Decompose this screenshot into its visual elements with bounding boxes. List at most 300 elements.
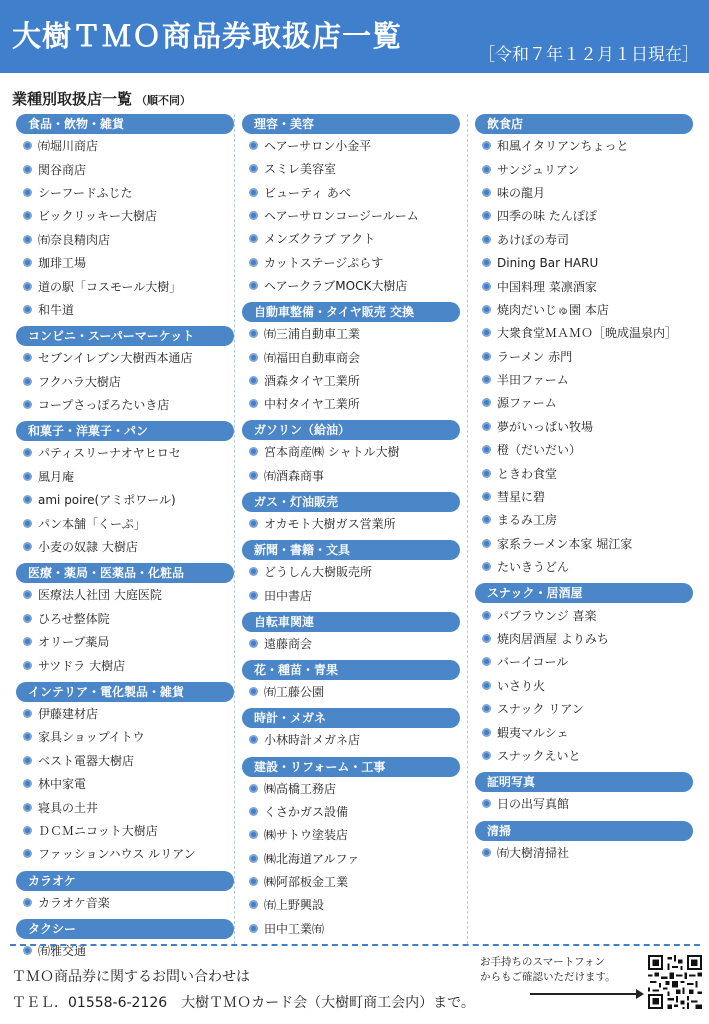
category-section [16,871,234,914]
list-item [475,603,693,626]
bullet-icon [482,469,491,478]
category-label: 自転車関連 [242,612,460,632]
list-item [475,438,693,461]
store-name: 医療法人社団 大庭医院 [38,588,162,603]
list-item [242,157,460,180]
bullet-icon [482,611,491,620]
store-name: 家具ショップイトウ [38,730,145,745]
list-item [242,345,460,368]
bullet-icon [249,924,258,933]
category-section [242,540,460,607]
list-item [475,508,693,531]
list-item [475,674,693,697]
store-name: ときわ食堂 [497,466,558,481]
category-section [16,563,234,677]
list-item [242,227,460,250]
list-item [475,461,693,484]
column-1 [16,114,234,967]
list-item [16,393,234,416]
list-item [16,535,234,558]
bullet-icon [249,353,258,362]
store-name: ㈲上野興設 [264,898,325,913]
bullet-icon [249,258,258,267]
store-list [242,322,460,415]
store-name: スミレ美容室 [264,162,337,177]
bullet-icon [23,472,32,481]
list-item [16,157,234,180]
bullet-icon [482,165,491,174]
list-item [16,228,234,251]
bullet-icon [23,235,32,244]
category-label: インテリア・電化製品・雑貨 [16,682,234,702]
list-item [16,939,234,962]
bullet-icon [482,704,491,713]
store-name: 道の駅「コスモール大樹」 [38,279,182,294]
store-name: パン本舗「くーぷ」 [38,516,146,531]
bullet-icon [23,709,32,718]
list-item [475,251,693,274]
page-title: 大樹ＴＭＯ商品券取扱店一覧 [12,19,403,53]
bullet-icon [249,784,258,793]
page-header [0,0,709,73]
list-item [475,485,693,508]
list-item [16,772,234,795]
store-name: 風月庵 [38,469,75,484]
list-item [16,891,234,914]
list-item [16,749,234,772]
store-name: パブラウンジ 喜楽 [497,608,597,623]
category-section [242,420,460,487]
category-label: ガス・灯油販売 [242,492,460,512]
bullet-icon [482,375,491,384]
bullet-icon [482,445,491,454]
bullet-icon [249,329,258,338]
bullet-icon [23,732,32,741]
store-name: あけぼの寿司 [497,232,570,247]
list-item [16,653,234,676]
list-item [475,697,693,720]
store-name: たいきうどん [497,560,570,575]
list-item [242,560,460,583]
store-list [242,440,460,487]
bullet-icon [23,353,32,362]
store-name: 林中家電 [38,777,87,792]
bullet-icon [249,447,258,456]
list-item [16,204,234,227]
category-section [475,114,693,578]
list-item [475,157,693,180]
list-item [242,847,460,870]
store-name: サツドラ 大樹店 [38,658,126,673]
arrow-right-icon [530,993,642,995]
list-item [242,893,460,916]
store-name: ㈲堀川商店 [38,139,99,154]
list-item [16,725,234,748]
category-section [16,326,234,416]
category-label: スナック・居酒屋 [475,583,693,603]
store-name: 田中工業㈲ [264,921,325,936]
list-item [242,369,460,392]
category-label: ガソリン（給油） [242,420,460,440]
store-name: 遠藤商会 [264,636,313,651]
store-name: スナックえいと [497,748,581,763]
category-section [242,492,460,535]
store-list [475,792,693,815]
category-section [16,682,234,866]
bullet-icon [23,400,32,409]
store-list [16,939,234,962]
list-item [475,720,693,743]
list-item [242,134,460,157]
bullet-icon [249,164,258,173]
bullet-icon [482,539,491,548]
list-item [16,702,234,725]
store-name: 大衆食堂ＭＡＭＯ［晩成温泉内］ [497,326,678,341]
column-2 [242,114,460,945]
store-name: オカモト大樹ガス営業所 [264,517,396,531]
list-item [475,391,693,414]
bullet-icon [249,141,258,150]
bullet-icon [249,639,258,648]
bullet-icon [482,282,491,291]
bullet-icon [23,826,32,835]
category-label: 自動車整備・タイヤ販売 交換 [242,302,460,322]
list-item [16,181,234,204]
store-name: ラーメン 赤門 [497,349,573,364]
list-item [16,630,234,653]
bullet-icon [23,448,32,457]
store-name: ヘアーサロンコージールーム [264,209,419,224]
store-name: ビックリッキー大樹店 [38,209,158,224]
list-item [242,800,460,823]
store-list [242,680,460,703]
list-item [242,916,460,939]
store-name: ひろせ整体院 [38,611,110,626]
store-list [475,134,693,578]
bullet-icon [23,779,32,788]
list-item [475,274,693,297]
store-name: ㈲三浦自動車工業 [264,327,361,342]
bullet-icon [482,634,491,643]
bullet-icon [482,141,491,150]
store-list [16,441,234,558]
bullet-icon [249,399,258,408]
smartphone-note [480,955,616,985]
bullet-icon [23,282,32,291]
store-name: ベスト電器大樹店 [38,753,135,768]
store-name: 半田ファーム [497,373,569,388]
store-name: シーフードふじた [38,185,133,200]
store-name: ㈲福田自動車商会 [264,350,361,365]
list-item [242,204,460,227]
bullet-icon [249,900,258,909]
section-heading [12,88,191,109]
store-name: パティスリーナオヤヒロセ [38,446,181,461]
store-name: 味の龍月 [497,185,546,200]
list-item [16,274,234,297]
list-item [16,511,234,534]
category-section [242,708,460,751]
store-name: スナック リアン [497,702,584,717]
list-item [242,728,460,751]
bullet-icon [249,188,258,197]
bullet-icon [482,258,491,267]
store-name: 蝦夷マルシェ [497,725,569,740]
list-item [475,627,693,650]
store-name: ㈲雅交通 [38,944,87,959]
store-name: セブンイレブン大樹西本通店 [38,351,193,366]
store-name: ビューティ あべ [264,185,351,200]
category-section [242,302,460,415]
store-name: 焼肉だいじゅ園 本店 [497,302,609,317]
store-name: カットステージぷらす [264,255,384,270]
list-item [16,488,234,511]
category-section [242,612,460,655]
bullet-icon [482,328,491,337]
bullet-icon [249,471,258,480]
store-name: ㈱高橋工務店 [264,781,337,796]
store-name: ㈲工藤公園 [264,685,325,700]
bullet-icon [249,281,258,290]
list-item [16,370,234,393]
store-name: Dining Bar HARU [497,255,599,270]
list-item [242,440,460,463]
list-item [242,680,460,703]
store-name: カラオケ音楽 [38,895,110,910]
bullet-icon [482,305,491,314]
store-name: 源ファーム [497,396,557,411]
bullet-icon [482,799,491,808]
order-note: （順不同） [136,94,192,107]
category-section [16,919,234,962]
store-name: 和風イタリアンちょっと [497,139,629,154]
store-name: 伊藤建材店 [38,707,99,721]
list-item [475,792,693,815]
list-item [16,795,234,818]
list-item [242,823,460,846]
list-item [475,204,693,227]
bullet-icon [482,398,491,407]
store-name: 関谷商店 [38,162,87,177]
store-name: 小麦の奴隷 大樹店 [38,540,138,555]
category-section [475,583,693,767]
store-name: 夢がいっぱい牧場 [497,419,594,434]
bullet-icon [23,377,32,386]
list-item [475,181,693,204]
smartphone-note-line-1: お手持ちのスマートフォン [480,956,605,968]
store-name: ㈱北海道アルファ [264,851,360,866]
bullet-icon [249,687,258,696]
category-label: カラオケ [16,871,234,891]
list-item [16,819,234,842]
bullet-icon [23,898,32,907]
bullet-icon [249,591,258,600]
category-section [16,421,234,558]
store-name: 四季の味 たんぽぽ [497,209,597,224]
list-item [475,298,693,321]
list-item [16,607,234,630]
store-name: ヘアークラブMOCK大樹店 [264,278,408,293]
store-list [242,777,460,940]
store-list [16,891,234,914]
as-of-date: ［令和７年１２月１日現在］ [478,45,699,65]
store-name: くさかガス設備 [264,805,349,820]
store-name: まるみ工房 [497,513,558,528]
smartphone-note-line-2: からもご確認いただけます。 [480,971,616,983]
category-label: 医療・薬局・医薬品・化粧品 [16,563,234,583]
column-3 [475,114,693,869]
category-section [242,114,460,297]
store-name: ㈱サトウ塗装店 [264,828,349,843]
store-list [242,512,460,535]
category-section [242,660,460,703]
bullet-icon [249,376,258,385]
store-name: ＤＣＭニコット大樹店 [38,823,158,838]
store-name: コープさっぽろたいき店 [38,398,170,413]
bullet-icon [23,590,32,599]
store-name: ami poire(アミポワール) [38,493,176,508]
store-name: 宮本商産㈱ シャトル大樹 [264,445,400,460]
bullet-icon [23,756,32,765]
store-list [242,134,460,297]
list-item [475,228,693,251]
inquiry-contact: ＴＥＬ．01558-6-2126 大樹ＴＭＯカード会（大樹町商工会内）まで。 [12,995,475,1011]
list-item [242,322,460,345]
store-name: 和牛道 [38,302,75,317]
list-item [242,512,460,535]
store-name: 中村タイヤ工業所 [264,397,360,412]
bullet-icon [482,188,491,197]
store-list [242,560,460,607]
store-name: ㈲奈良精肉店 [38,232,111,247]
column-divider [467,114,468,944]
store-name: ㈲大樹清掃社 [497,845,570,860]
bullet-icon [249,877,258,886]
bullet-icon [23,946,32,955]
store-name: 日の出写真館 [497,797,570,812]
store-name: サンジュリアン [497,162,580,177]
list-item [475,345,693,368]
bullet-icon [482,352,491,361]
inquiry-text: ＴＭＯ商品券に関するお問い合わせは [12,969,250,985]
bullet-icon [482,728,491,737]
list-item [475,744,693,767]
list-item [475,368,693,391]
list-item [475,650,693,673]
bullet-icon [249,830,258,839]
bullet-icon [249,234,258,243]
bullet-icon [249,807,258,816]
bullet-icon [23,519,32,528]
store-name: どうしん大樹販売所 [264,565,373,580]
footer-divider [10,944,700,946]
store-name: フクハラ大樹店 [38,374,121,389]
store-name: 田中書店 [264,588,313,603]
list-item [242,870,460,893]
qr-code-icon[interactable] [648,955,702,1009]
store-list [16,134,234,321]
category-section [475,821,693,864]
store-name: 彗星に碧 [497,490,546,505]
store-list [242,632,460,655]
list-item [242,274,460,297]
list-item [475,555,693,578]
category-label: 花・種苗・青果 [242,660,460,680]
category-section [242,757,460,940]
category-label: コンビニ・スーパーマーケット [16,326,234,346]
store-name: 中国料理 菜凛酒家 [497,279,597,294]
store-list [475,603,693,767]
section-heading-text: 業種別取扱店一覧 [12,90,133,108]
bullet-icon [23,803,32,812]
list-item [16,251,234,274]
store-list [16,346,234,416]
bullet-icon [482,681,491,690]
bullet-icon [249,567,258,576]
bullet-icon [23,614,32,623]
bullet-icon [23,661,32,670]
store-name: 寝具の土井 [38,800,99,815]
store-name: オリーブ薬局 [38,635,110,650]
bullet-icon [23,165,32,174]
store-list [16,583,234,677]
bullet-icon [249,854,258,863]
store-list [475,841,693,864]
list-item [242,250,460,273]
store-name: 家系ラーメン本家 堀江家 [497,536,633,551]
store-name: メンズクラブ アクト [264,232,376,247]
list-item [16,842,234,865]
bullet-icon [482,848,491,857]
bullet-icon [482,492,491,501]
bullet-icon [249,735,258,744]
list-item [242,583,460,606]
list-item [242,181,460,204]
category-label: 証明写真 [475,772,693,792]
list-item [242,632,460,655]
bullet-icon [23,542,32,551]
category-label: 新聞・書籍・文具 [242,540,460,560]
store-name: ファッションハウス ルリアン [38,847,196,862]
list-item [242,777,460,800]
store-list [242,728,460,751]
list-item [242,392,460,415]
list-item [475,841,693,864]
category-section [475,772,693,815]
store-name: 橙（だいだい） [497,443,582,458]
store-name: ヘアーサロン小金平 [264,139,372,154]
bullet-icon [23,258,32,267]
list-item [16,583,234,606]
list-item [16,441,234,464]
category-label: 清掃 [475,821,693,841]
store-list [16,702,234,866]
bullet-icon [23,211,32,220]
store-name: いさり火 [497,678,546,693]
category-label: 建設・リフォーム・工事 [242,757,460,777]
category-label: 理容・美容 [242,114,460,134]
bullet-icon [23,188,32,197]
column-divider [234,114,235,944]
bullet-icon [482,235,491,244]
store-name: ㈲酒森商事 [264,468,325,483]
store-name: ㈱阿部板金工業 [264,874,349,889]
bullet-icon [482,562,491,571]
list-item [475,134,693,157]
category-label: タクシー [16,919,234,939]
bullet-icon [23,849,32,858]
store-name: 焼肉居酒屋 よりみち [497,632,609,646]
